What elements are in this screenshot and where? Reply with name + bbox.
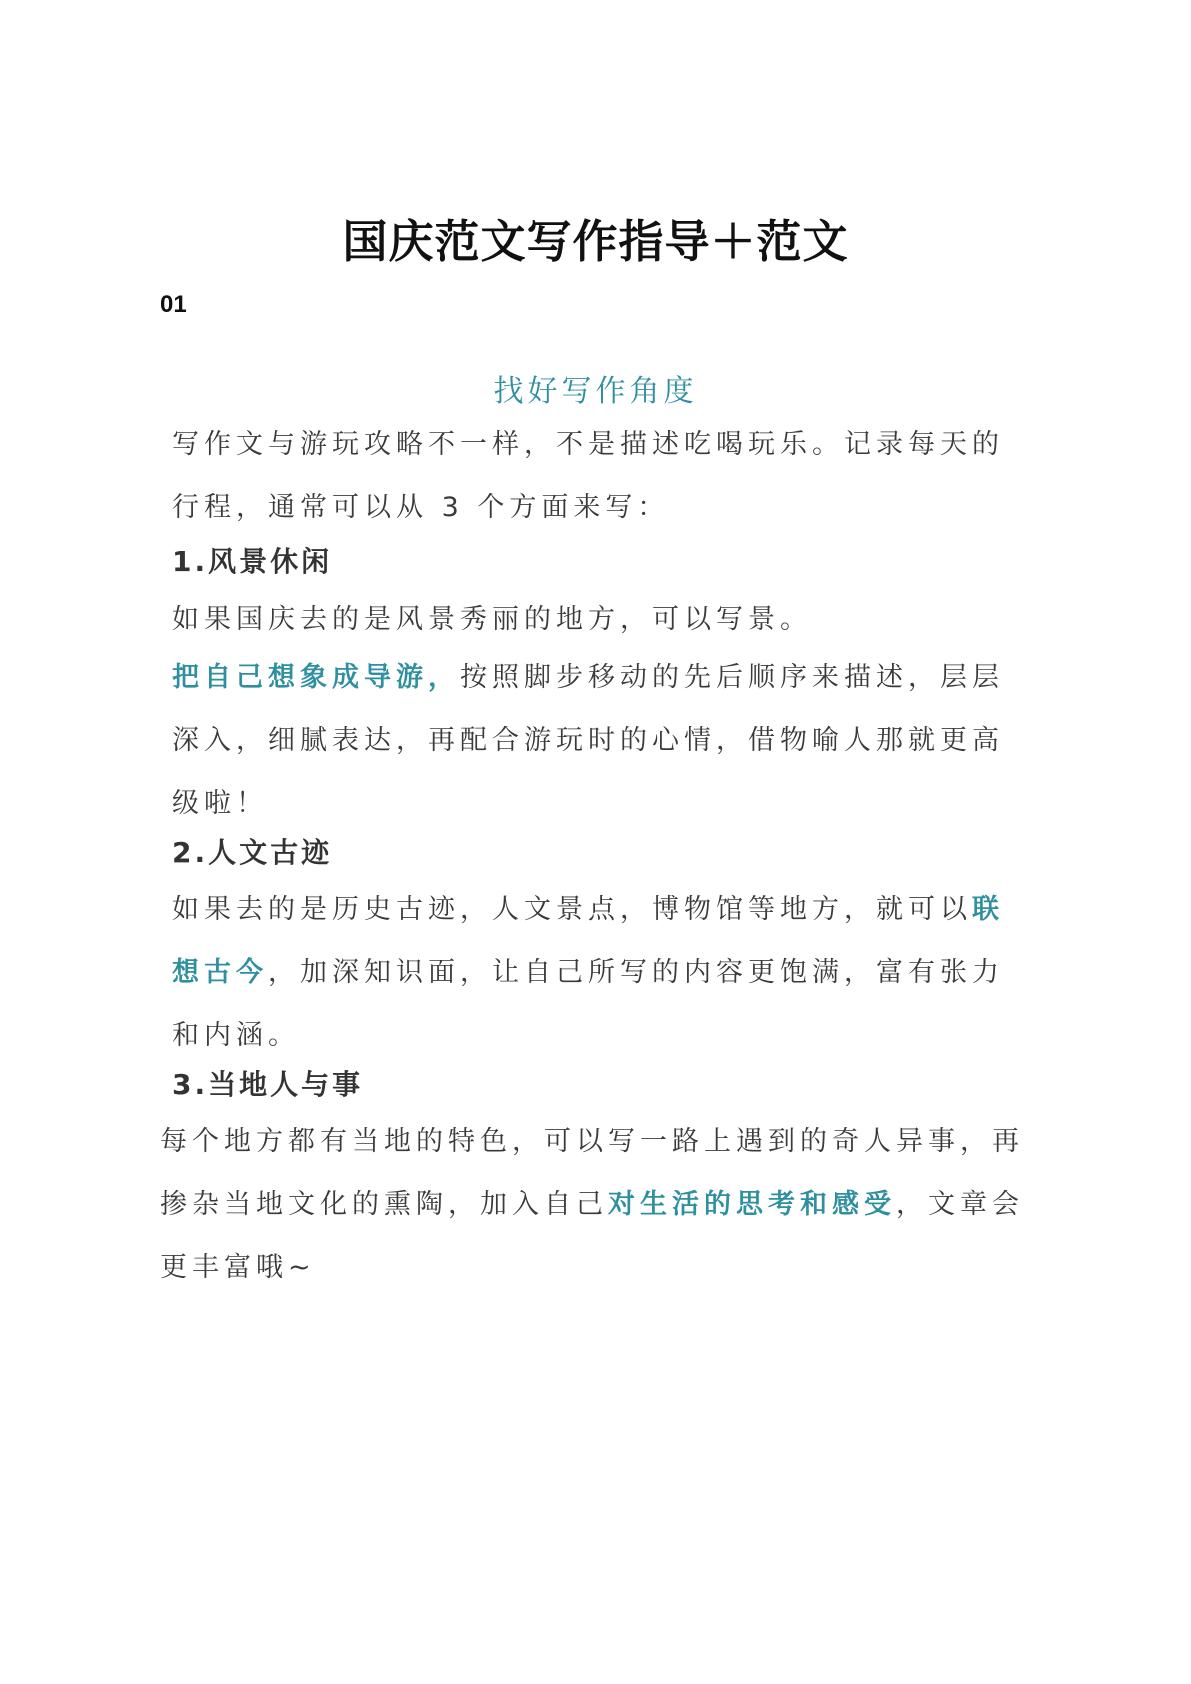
section-heading: 找好写作角度 bbox=[493, 374, 698, 409]
point-1-guide-paragraph bbox=[172, 646, 1032, 835]
point-1-paragraph: 如果国庆去的是风景秀丽的地方，可以写景。 bbox=[172, 604, 812, 635]
point-3-text-before: 每个地方都有当地的特色，可以写一路上遇到的奇人异事，再掺杂当地文化的熏陶，加入自己 bbox=[160, 1126, 1024, 1220]
document-title: 国庆范文写作指导＋范文 bbox=[342, 215, 849, 268]
point-3-heading: 3.当地人与事 bbox=[172, 1068, 364, 1101]
point-3-highlight: 对生活的思考和感受 bbox=[608, 1189, 896, 1220]
point-1-highlight: 把自己想象成导游， bbox=[172, 662, 460, 693]
section-number: 01 bbox=[160, 291, 187, 318]
point-1-heading: 1.风景休闲 bbox=[172, 545, 333, 578]
point-2-heading: 2.人文古迹 bbox=[172, 836, 333, 869]
point-3-paragraph bbox=[160, 1110, 1032, 1299]
point-3-text-after: ，文章会更丰富哦~ bbox=[160, 1189, 1024, 1283]
point-2-text-after: ，加深知识面，让自己所写的内容更饱满，富有张力和内涵。 bbox=[172, 957, 1004, 1051]
intro-paragraph: 写作文与游玩攻略不一样，不是描述吃喝玩乐。记录每天的行程，通常可以从 3 个方面来写： bbox=[172, 429, 1004, 523]
point-2-paragraph bbox=[172, 878, 1032, 1067]
point-2-text-before: 如果去的是历史古迹，人文景点，博物馆等地方，就可以 bbox=[172, 894, 972, 925]
point-1-guide-text: 按照脚步移动的先后顺序来描述，层层深入，细腻表达，再配合游玩时的心情，借物喻人那就更高级啦！ bbox=[172, 662, 1004, 819]
point-2-highlight: 联想古今 bbox=[172, 894, 1004, 988]
